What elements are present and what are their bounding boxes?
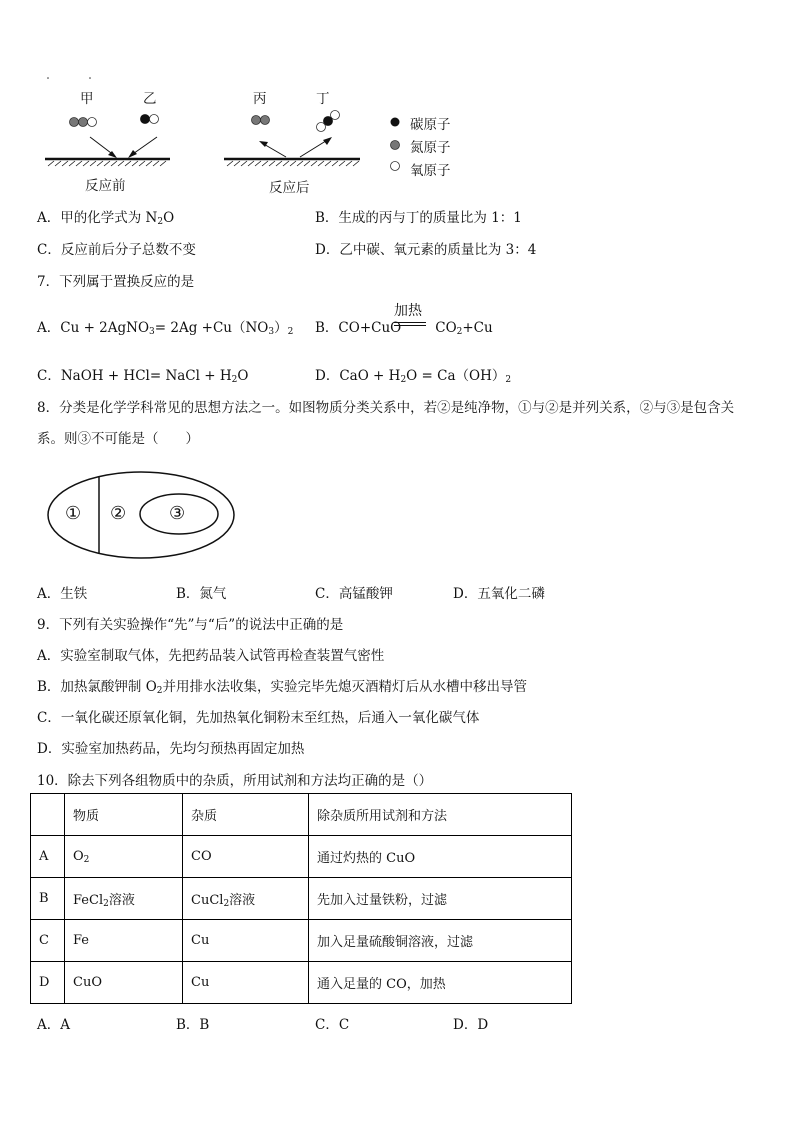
- q9-option-c: C．一氧化碳还原氧化铜，先加热氧化铜粉末至红热，后通入一氧化碳气体: [37, 710, 480, 726]
- table-cell: $O_2$: [65, 836, 183, 878]
- table-header-cell: [31, 794, 65, 836]
- q7-stem: 7．下列属于置换反应的是: [37, 274, 195, 290]
- q8-option-c: C．高锰酸钾: [315, 586, 393, 602]
- q10-option-a: A．A: [37, 1017, 70, 1033]
- q10-stem: 10．除去下列各组物质中的杂质，所用试剂和方法均正确的是（）: [37, 773, 433, 789]
- q9-option-b: B．加热氯酸钾制 $O_2$并用排水法收集，实验完毕先熄灭酒精灯后从水槽中移出导管: [37, 679, 528, 696]
- q10-option-b: B．B: [176, 1017, 210, 1033]
- label-after: 反应后: [269, 180, 310, 196]
- q9-stem: 9．下列有关实验操作“先”与“后”的说法中正确的是: [37, 617, 344, 633]
- table-cell: 先加入过量铁粉，过滤: [309, 878, 572, 920]
- legend-nitrogen: 氮原子: [410, 140, 451, 156]
- q8-stem-line1: 8．分类是化学学科常见的思想方法之一。如图物质分类关系中，若②是纯净物，①与②是并列关系，②与③是包含关: [37, 400, 735, 416]
- q7-option-b: B．CO+CuO $CO_2+Cu$: [315, 320, 493, 337]
- table-cell: 通入足量的 CO，加热: [309, 962, 572, 1004]
- table-header-cell: 杂质: [183, 794, 309, 836]
- table-cell: D: [31, 962, 65, 1004]
- q8-option-a: A．生铁: [37, 586, 88, 602]
- q7-option-c: C．NaOH + HCl= NaCl + $H_2O$: [37, 368, 249, 385]
- table-row: [31, 836, 572, 878]
- table-cell: B: [31, 878, 65, 920]
- table-cell: 加入足量硫酸铜溶液，过滤: [309, 920, 572, 962]
- q6-option-d: D．乙中碳、氧元素的质量比为 3：4: [315, 242, 537, 258]
- table-cell: Cu: [183, 920, 309, 962]
- table-row: [31, 878, 572, 920]
- label-ding: 丁: [316, 91, 330, 107]
- region-3-label: ③: [169, 503, 186, 524]
- label-yi: 乙: [143, 91, 157, 107]
- table-row: [31, 962, 572, 1004]
- impurity-table: [30, 793, 572, 1004]
- q6-option-c: C．反应前后分子总数不变: [37, 242, 196, 258]
- table-header-row: [31, 794, 572, 836]
- q9-option-a: A．实验室制取气体，先把药品装入试管再检查装置气密性: [37, 648, 385, 664]
- q10-option-d: D．D: [453, 1017, 489, 1033]
- q7-option-d: D．CaO + $H_2O = Ca(OH)_2$: [315, 368, 512, 385]
- q7-condition-heat: 加热: [394, 303, 422, 319]
- table-cell: Cu: [183, 962, 309, 1004]
- table-cell: CO: [183, 836, 309, 878]
- q6-option-a: A．甲的化学式为 $N_2O$: [37, 210, 175, 227]
- table-header-cell: 除杂质所用试剂和方法: [309, 794, 572, 836]
- table-cell: CuO: [65, 962, 183, 1004]
- label-bing: 丙: [253, 91, 267, 107]
- table-cell: CuCl$_2$溶液: [183, 878, 309, 920]
- table-cell: FeCl$_2$溶液: [65, 878, 183, 920]
- label-before: 反应前: [85, 178, 126, 194]
- q8-option-b: B．氮气: [176, 586, 227, 602]
- legend-carbon: 碳原子: [410, 117, 451, 133]
- region-2-label: ②: [110, 503, 127, 524]
- table-cell: Fe: [65, 920, 183, 962]
- table-cell: C: [31, 920, 65, 962]
- region-1-label: ①: [65, 503, 82, 524]
- q8-option-d: D．五氧化二磷: [453, 586, 545, 602]
- legend-oxygen: 氧原子: [410, 163, 451, 179]
- q10-option-c: C．C: [315, 1017, 350, 1033]
- q8-stem-line2: 系。则③不可能是（ ）: [37, 431, 199, 447]
- q6-option-b: B．生成的丙与丁的质量比为 1：1: [315, 210, 522, 226]
- table-header-cell: 物质: [65, 794, 183, 836]
- table-cell: A: [31, 836, 65, 878]
- table-row: [31, 920, 572, 962]
- label-jia: 甲: [80, 91, 94, 107]
- q7-option-a: A．Cu + 2AgNO$_3$= $2Ag +Cu(NO_3)_2$: [37, 320, 294, 337]
- q9-option-d: D．实验室加热药品，先均匀预热再固定加热: [37, 741, 305, 757]
- table-cell: 通过灼热的 CuO: [309, 836, 572, 878]
